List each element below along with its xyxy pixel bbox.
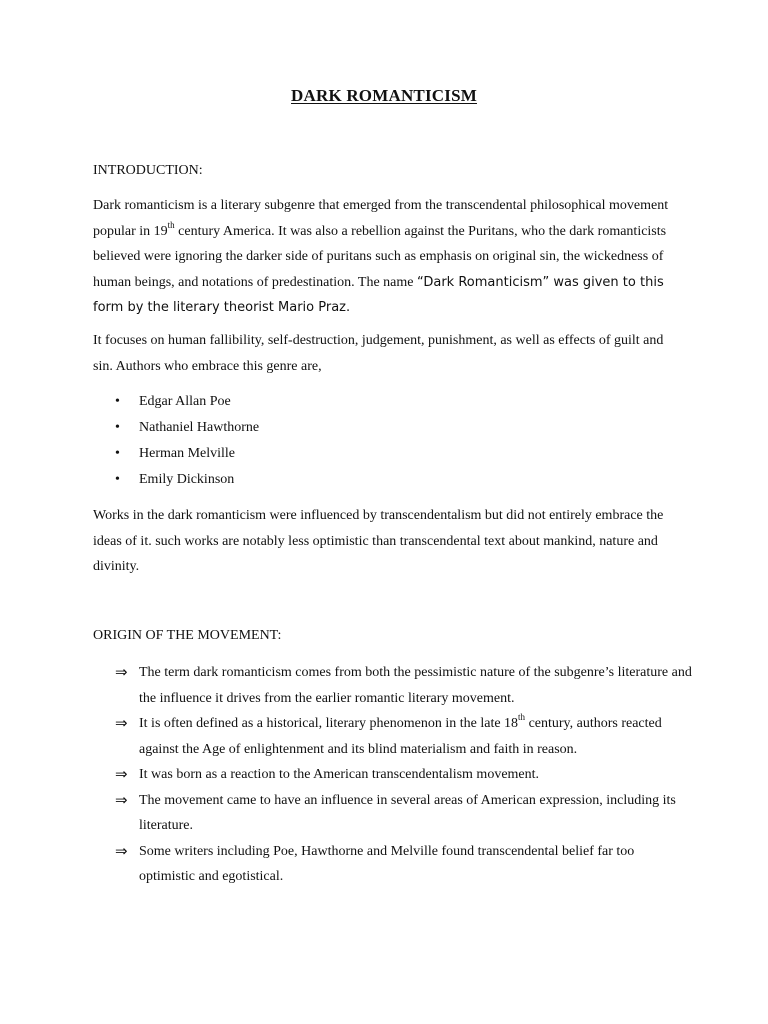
list-item (93, 660, 693, 711)
arrow-icon: ⇒ (115, 790, 128, 809)
origin-point-text: The term dark romanticism comes from both the pessimistic nature of the subgenre’s literature and the influence it drives from the earlier romantic literary movement. (139, 665, 692, 706)
intro-p1-superscript: th (167, 219, 175, 230)
origin-heading: ORIGIN OF THE MOVEMENT: (93, 628, 282, 643)
author-name: Edgar Allan Poe (139, 394, 231, 409)
intro-paragraph-1 (93, 193, 683, 321)
list-item (93, 391, 259, 417)
origin-point-superscript: th (518, 712, 526, 723)
bullet-icon: • (115, 446, 120, 461)
bullet-icon: • (115, 394, 120, 409)
intro-paragraph-3: Works in the dark romanticism were influenced by transcendentalism but did not entirely embrace the ideas of it. such works are notably less optimistic than transcendental text about mankind, nature and divinity. (93, 508, 664, 574)
author-name: Emily Dickinson (139, 472, 235, 487)
origin-point-text: It is often defined as a historical, literary phenomenon in the late 18 (139, 716, 519, 731)
list-item (93, 762, 693, 788)
intro-p1-text-c: “Dark Romanticism” was given to this form by the literary theorist Mario Praz. (93, 274, 664, 315)
list-item (93, 788, 693, 839)
origin-point-text-cont: century, authors reacted against the Age of enlightenment and its blind materialism and faith in reason. (139, 716, 662, 757)
origin-point-text: The movement came to have an influence in several areas of American expression, including its literature. (139, 792, 676, 833)
list-item (93, 711, 693, 762)
origin-point-text: It was born as a reaction to the American transcendentalism movement. (139, 767, 540, 782)
introduction-heading: INTRODUCTION: (93, 163, 203, 178)
list-item (93, 417, 259, 443)
intro-p1-text-a: Dark romanticism is a literary subgenre that emerged from the transcendental philosophical movement popular in 19 (93, 198, 669, 239)
arrow-icon: ⇒ (115, 841, 128, 860)
intro-p1-text-b: century America. It was also a rebellion against the Puritans, who the dark romanticists believed were ignoring the darker side of puritans such as emphasis on original sin, the wickedness of human beings, and notations of predestination. The name (93, 223, 667, 290)
list-item (93, 469, 259, 495)
origin-list (93, 660, 693, 890)
author-list (93, 391, 259, 495)
arrow-icon: ⇒ (115, 663, 128, 681)
arrow-icon: ⇒ (115, 765, 128, 783)
author-name: Herman Melville (139, 446, 236, 461)
list-item (93, 443, 259, 469)
bullet-icon: • (115, 472, 120, 487)
intro-paragraph-2: It focuses on human fallibility, self-destruction, judgement, punishment, as well as effects of guilt and sin. Authors who embrace this genre are, (93, 333, 664, 374)
origin-point-text: Some writers including Poe, Hawthorne and Melville found transcendental belief far too optimistic and egotistical. (139, 843, 635, 884)
list-item (93, 839, 693, 890)
bullet-icon: • (115, 420, 120, 435)
arrow-icon: ⇒ (115, 714, 128, 732)
author-name: Nathaniel Hawthorne (139, 420, 260, 435)
document-title: DARK ROMANTICISM (291, 86, 477, 105)
